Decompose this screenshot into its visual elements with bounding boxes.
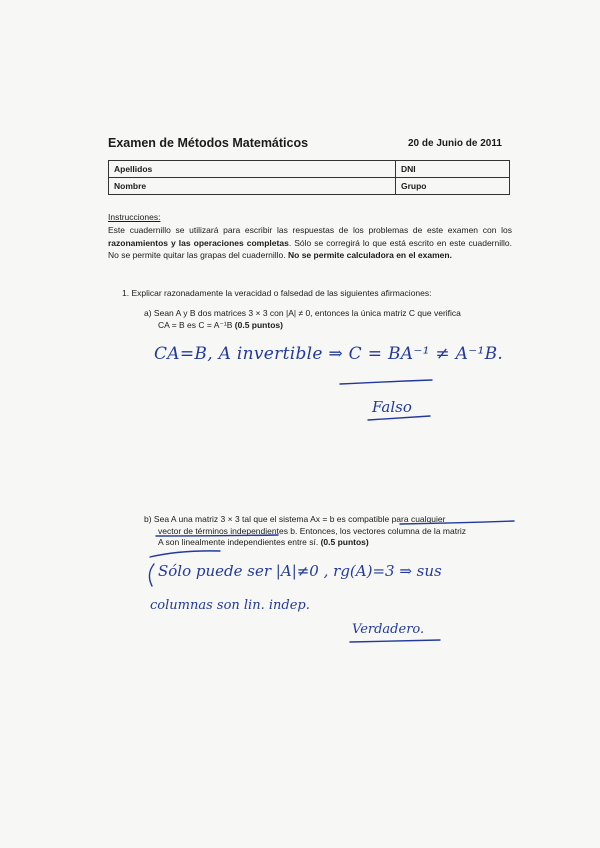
bracket-curve bbox=[149, 564, 154, 586]
question-1b-line-1: b) Sea A una matriz 3 × 3 tal que el sistema Ax = b es compatible para cualquier bbox=[144, 514, 446, 524]
instructions-text-2: . Sólo se corregirá lo que está escrito en este cuadernillo. No se permite quitar las grapas del cuadernillo. bbox=[108, 237, 512, 260]
instructions-text-1: Este cuadernillo se utilizará para escribir las respuestas de los problemas de este examen con los bbox=[108, 225, 512, 235]
instructions-bold-2: No se permite calculadora en el examen. bbox=[288, 250, 452, 260]
bracket-stroke bbox=[150, 551, 220, 557]
underline-verdict-a bbox=[368, 416, 430, 420]
underline-verdict-b bbox=[350, 640, 440, 642]
handwritten-verdict-b: Verdadero. bbox=[352, 622, 425, 637]
nombre-label: Nombre bbox=[114, 181, 147, 191]
apellidos-label: Apellidos bbox=[114, 164, 153, 174]
instructions-title: Instrucciones: bbox=[108, 212, 161, 222]
exam-title: Examen de Métodos Matemáticos bbox=[108, 136, 309, 150]
handwritten-answer-b-line-2: columnas son lin. indep. bbox=[150, 598, 310, 613]
instructions-bold-1: razonamientos y las operaciones completas bbox=[108, 237, 289, 248]
question-1-statement: 1. Explicar razonadamente la veracidad o falsedad de las siguientes afirmaciones: bbox=[122, 288, 432, 298]
handwritten-verdict-a: Falso bbox=[372, 398, 412, 416]
underline-terminos bbox=[156, 535, 278, 536]
question-1b-points: (0.5 puntos) bbox=[320, 537, 369, 547]
handwritten-answer-b-line-1: Sólo puede ser |A|≠0 , rg(A)=3 ⇒ sus bbox=[158, 562, 442, 580]
handwritten-answer-a: CA=B, A invertible ⇒ C = BA⁻¹ ≠ A⁻¹B. bbox=[154, 344, 504, 364]
question-1a-line-1: a) Sean A y B dos matrices 3 × 3 con |A| ≠ 0, entonces la única matriz C que verifica bbox=[144, 308, 461, 318]
question-1b-line-2: vector de términos independientes b. Entonces, los vectores columna de la matriz bbox=[158, 525, 467, 536]
question-1a-line-2: CA = B es C = A⁻¹B bbox=[158, 319, 235, 330]
dni-label: DNI bbox=[401, 164, 416, 174]
underline-compatible bbox=[400, 521, 514, 524]
question-1a-points: (0.5 puntos) bbox=[234, 319, 283, 330]
exam-date: 20 de Junio de 2011 bbox=[408, 138, 502, 149]
question-1b-line-3: A son linealmente independientes entre sí. bbox=[158, 537, 321, 547]
grupo-label: Grupo bbox=[401, 181, 427, 191]
underline-answer-a bbox=[340, 380, 432, 384]
